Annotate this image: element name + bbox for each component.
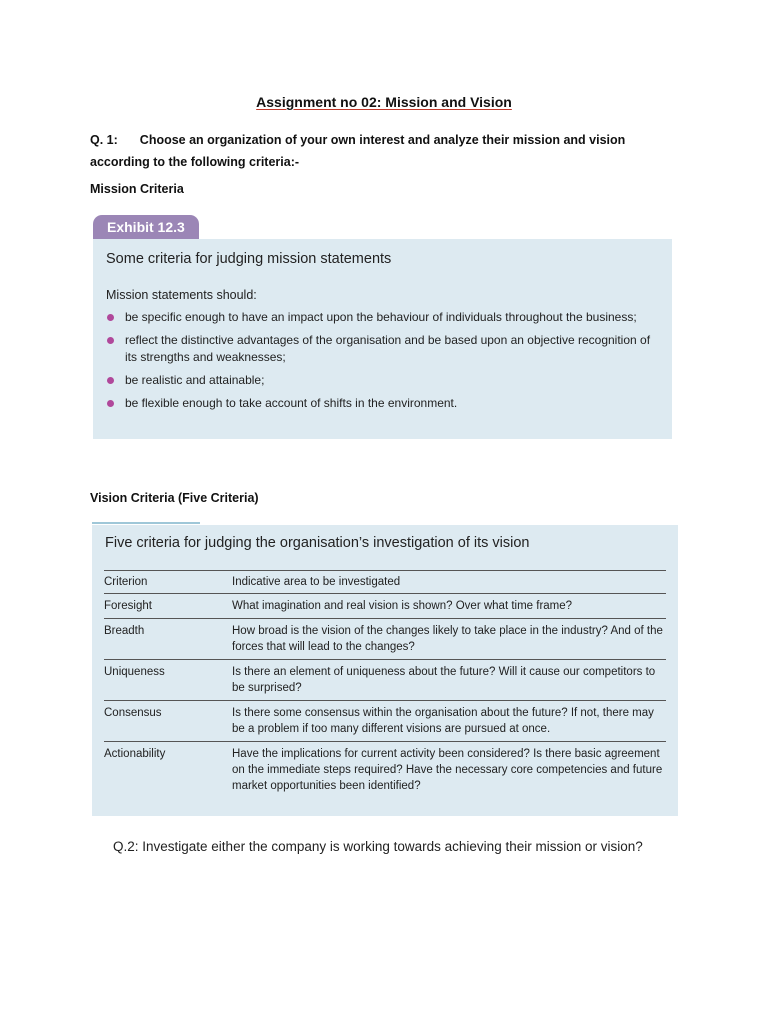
list-item	[105, 395, 655, 412]
exhibit-body	[93, 239, 672, 439]
assignment-title: Assignment no 02: Mission and Vision	[256, 94, 512, 110]
bullet-icon	[107, 337, 114, 344]
exhibit-box	[93, 215, 672, 439]
mission-criteria-list	[105, 309, 655, 418]
table-row	[104, 742, 666, 799]
exhibit-tab: Exhibit 12.3	[93, 215, 199, 239]
table-row	[104, 660, 666, 701]
decorative-divider	[92, 522, 200, 524]
list-item	[105, 332, 655, 366]
table-row	[104, 594, 666, 619]
mission-criteria-heading: Mission Criteria	[90, 182, 184, 196]
criterion-cell: Breadth	[104, 619, 232, 660]
list-item-text: be flexible enough to take account of shifts in the environment.	[125, 396, 458, 410]
list-item	[105, 309, 655, 326]
area-cell: Have the implications for current activity been considered? Is there basic agreement on the immediate steps required? Have the necessary core competencies and future market opportunities been identified?	[232, 748, 663, 792]
vision-criteria-table	[104, 570, 666, 798]
table-row	[104, 619, 666, 660]
column-header-area: Indicative area to be investigated	[232, 571, 666, 594]
question-2: Q.2: Investigate either the company is working towards achieving their mission or vision?	[113, 839, 643, 854]
question-1-number: Q. 1:	[90, 133, 118, 147]
column-header-criterion: Criterion	[104, 571, 232, 594]
list-item-text: be realistic and attainable;	[125, 373, 265, 387]
criterion-cell: Consensus	[104, 701, 232, 742]
criterion-cell: Actionability	[104, 748, 166, 760]
vision-criteria-heading: Vision Criteria (Five Criteria)	[90, 491, 259, 505]
area-cell: What imagination and real vision is shown? Over what time frame?	[232, 594, 666, 619]
criterion-cell: Foresight	[104, 594, 232, 619]
list-item	[105, 372, 655, 389]
question-1-text: Choose an organization of your own interest and analyze their mission and vision according to the following criteria:-	[90, 133, 626, 169]
vision-table-title: Five criteria for judging the organisation’s investigation of its vision	[105, 535, 530, 551]
area-cell: Is there an element of uniqueness about the future? Will it cause our competitors to be surprised?	[232, 660, 666, 701]
exhibit-heading: Some criteria for judging mission statements	[106, 251, 392, 267]
bullet-icon	[107, 314, 114, 321]
criterion-cell: Uniqueness	[104, 660, 232, 701]
list-item-text: be specific enough to have an impact upon the behaviour of individuals throughout the business;	[125, 310, 637, 324]
question-1	[90, 129, 680, 173]
vision-table-box	[92, 525, 678, 816]
table-header-row	[104, 571, 666, 594]
exhibit-intro: Mission statements should:	[106, 288, 257, 302]
bullet-icon	[107, 400, 114, 407]
table-row	[104, 701, 666, 742]
area-cell: How broad is the vision of the changes likely to take place in the industry? And of the forces that will lead to the changes?	[232, 619, 666, 660]
area-cell: Is there some consensus within the organisation about the future? If not, there may be a problem if too many different visions are pursued at once.	[232, 701, 666, 742]
list-item-text: reflect the distinctive advantages of the organisation and be based upon an objective recognition of its strengths and weaknesses;	[125, 333, 651, 364]
bullet-icon	[107, 377, 114, 384]
